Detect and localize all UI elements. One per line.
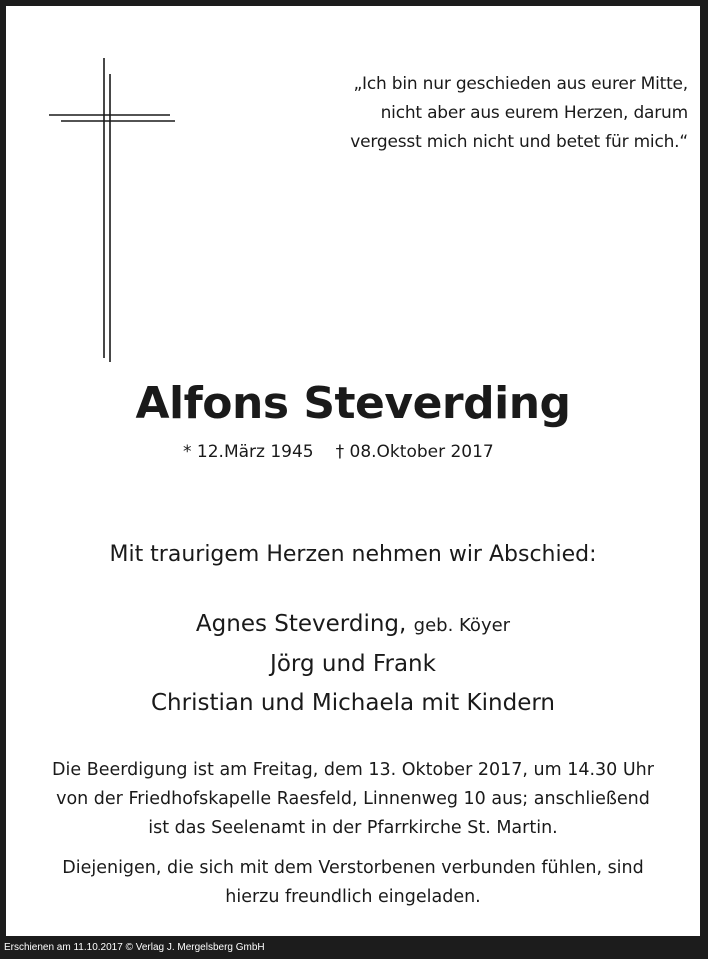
invitation-line: hierzu freundlich eingeladen.	[225, 887, 481, 907]
mourner-line: Christian und Michaela mit Kindern	[151, 690, 555, 716]
invitation-text	[6, 854, 700, 912]
memorial-quote	[350, 70, 688, 157]
funeral-line: Die Beerdigung ist am Freitag, dem 13. Oktober 2017, um 14.30 Uhr	[52, 760, 654, 780]
funeral-notice	[6, 756, 700, 843]
quote-line: nicht aber aus eurem Herzen, darum	[380, 103, 688, 123]
mourner-line: Jörg und Frank	[270, 651, 436, 677]
life-dates	[183, 442, 494, 462]
quote-line: „Ich bin nur geschieden aus eurer Mitte,	[353, 74, 688, 94]
quote-line: vergesst mich nicht und betet für mich.“	[350, 132, 688, 152]
death-date: † 08.Oktober 2017	[335, 442, 494, 462]
funeral-line: von der Friedhofskapelle Raesfeld, Linnenweg 10 aus; anschließend	[56, 789, 650, 809]
publication-footer: Erschienen am 11.10.2017 © Verlag J. Mergelsberg GmbH	[4, 942, 265, 953]
obituary-card	[6, 6, 700, 936]
cross-icon	[49, 52, 179, 364]
farewell-heading: Mit traurigem Herzen nehmen wir Abschied:	[109, 542, 597, 567]
maiden-name: geb. Köyer	[413, 615, 511, 636]
funeral-line: ist das Seelenamt in der Pfarrkirche St. Martin.	[148, 818, 558, 838]
birth-date: * 12.März 1945	[183, 442, 314, 462]
mourners-list	[6, 605, 700, 723]
invitation-line: Diejenigen, die sich mit dem Verstorbenen verbunden fühlen, sind	[62, 858, 644, 878]
mourner-name: Agnes Steverding,	[195, 611, 407, 637]
deceased-name: Alfons Steverding	[135, 378, 571, 429]
mourner-line	[6, 605, 700, 645]
